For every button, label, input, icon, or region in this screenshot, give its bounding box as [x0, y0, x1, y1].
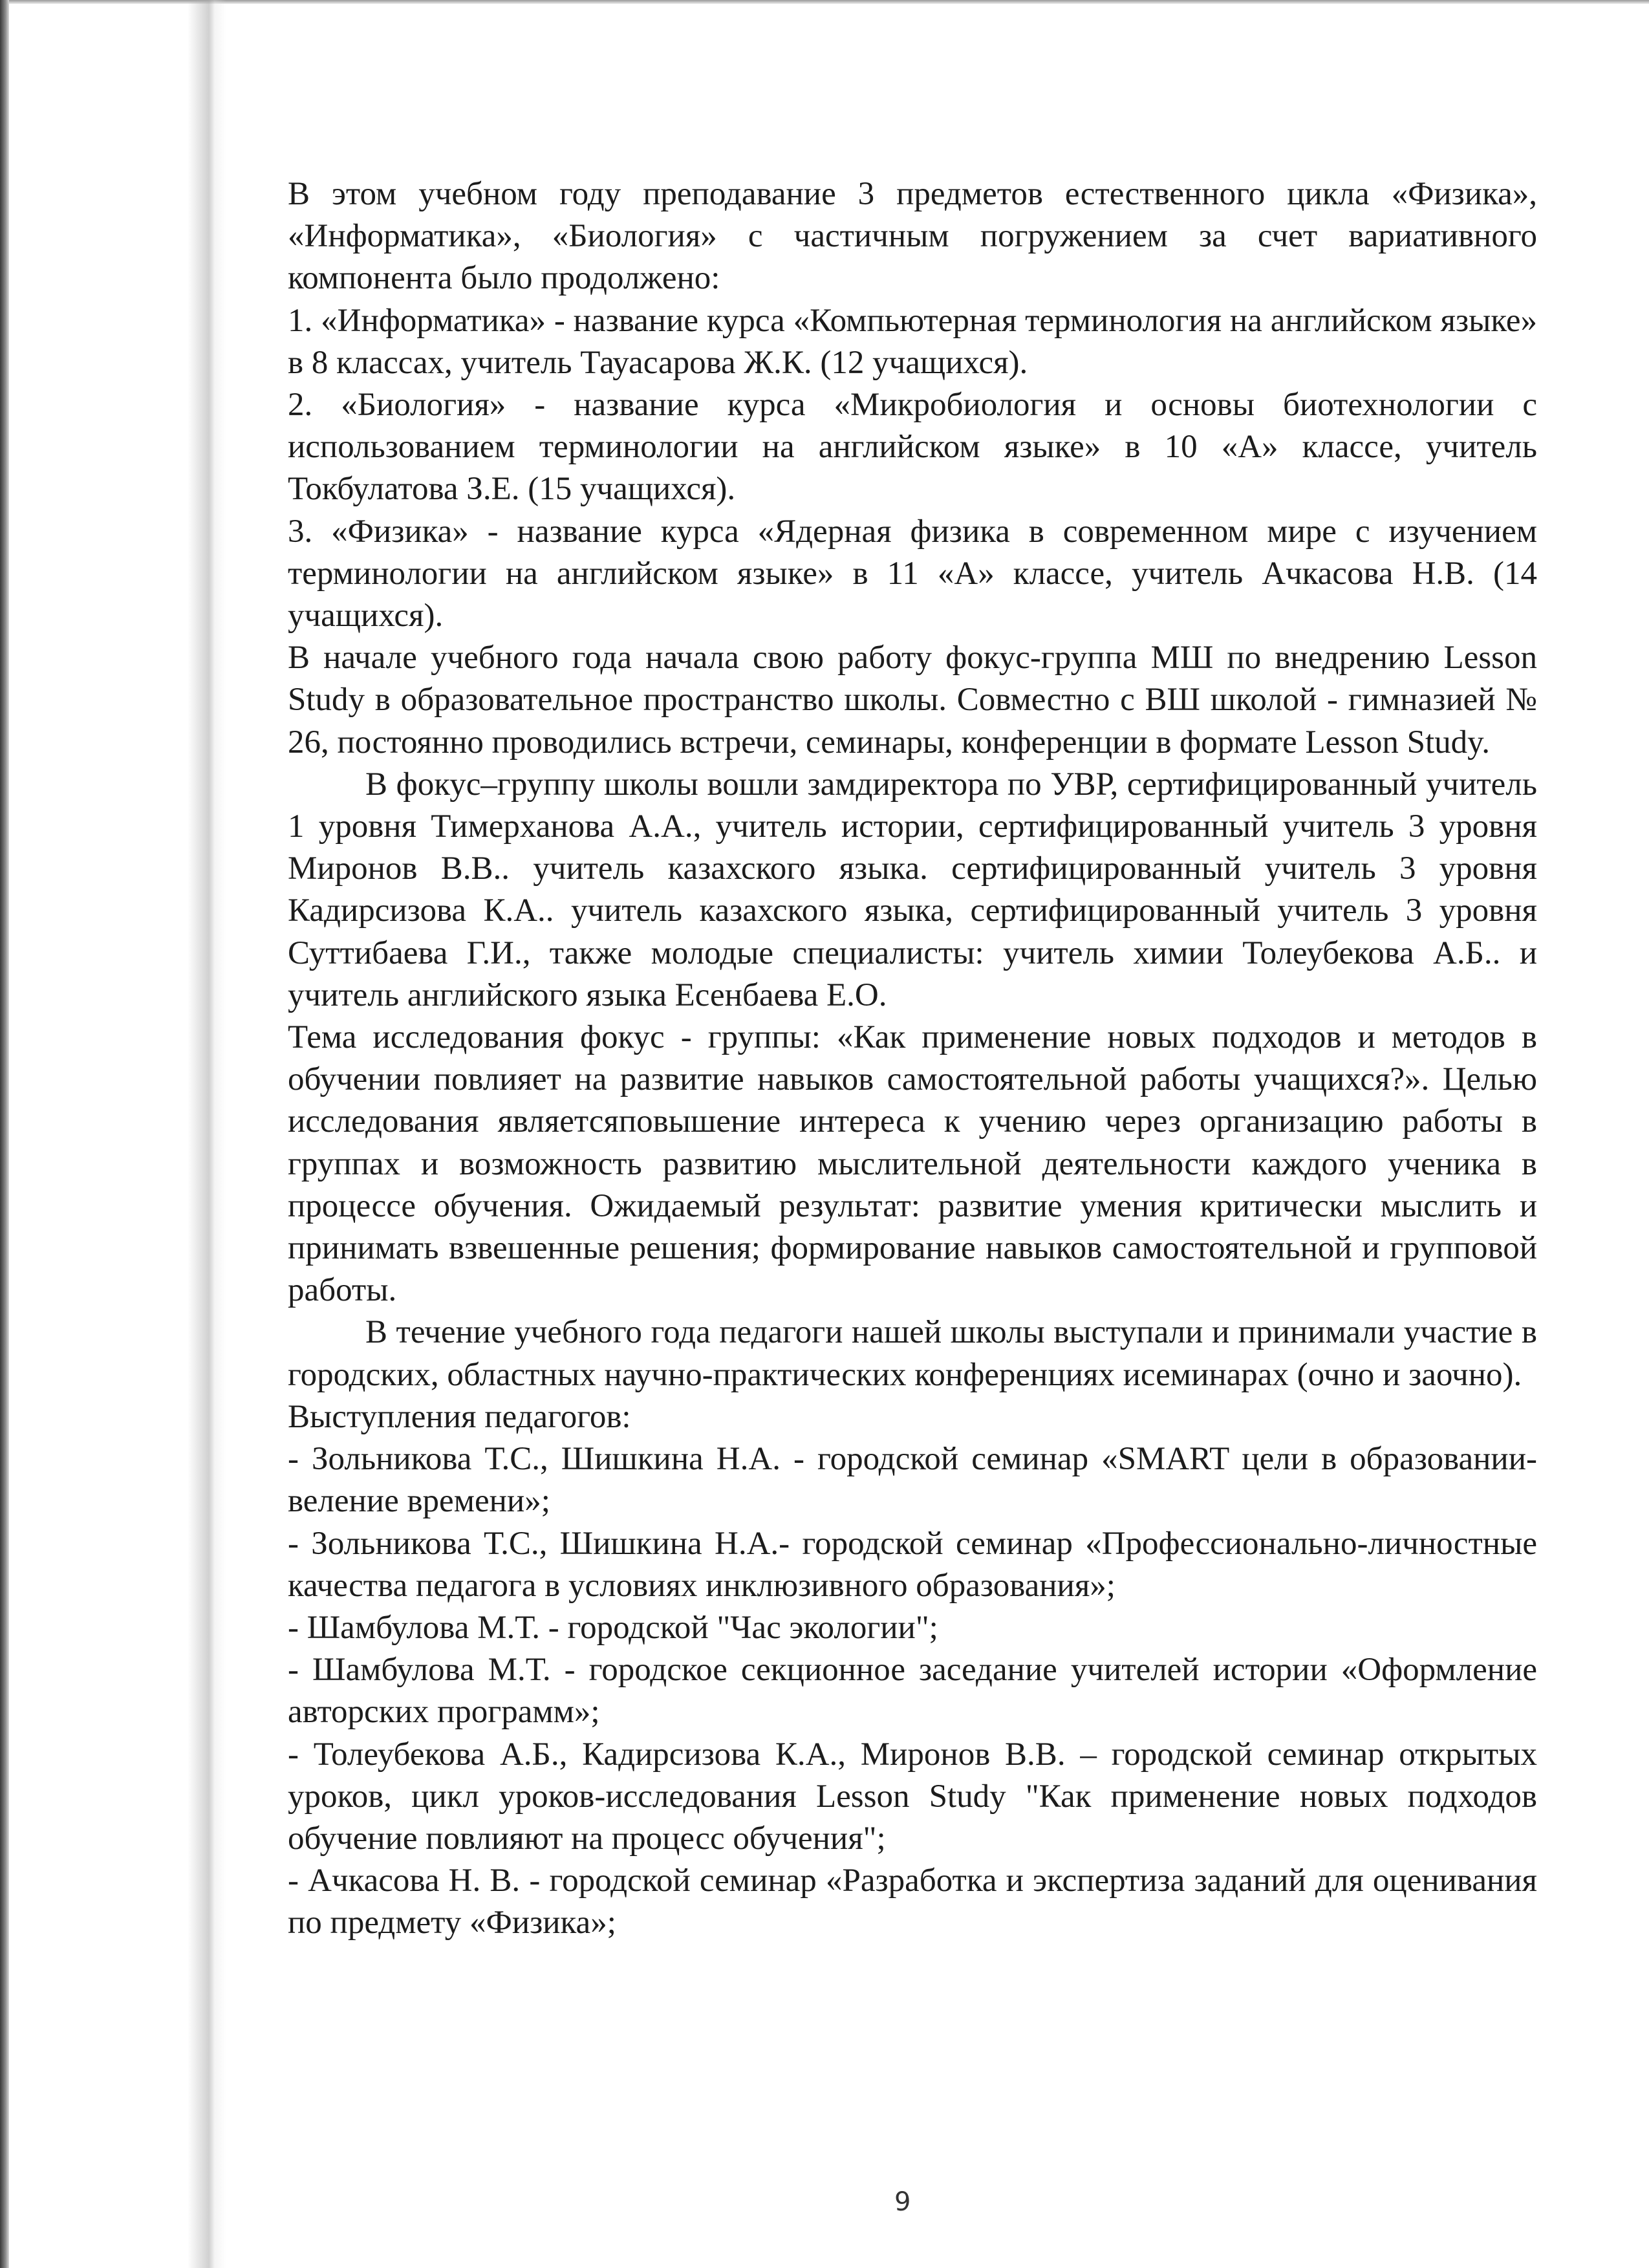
paragraph-conferences: В течение учебного года педагоги нашей школы выступали и принимали участие в городских, областных научно-практических конференциях исеминарах (очно и заочно). — [288, 1314, 1537, 1393]
paragraph-research-topic: Тема исследования фокус - группы: «Как применение новых подходов и методов в обучении повлияет на развитие навыков самостоятельной работы учащихся?». Целью исследования являетсяповышение интереса к учению через организацию работы в группах и возможность развитию мыслительной деятельности каждого ученика в процессе обучения. Ожидаемый результат: развитие умения критически мыслить и принимать взвешенные решения; формирование навыков самостоятельной и групповой работы. — [288, 1019, 1537, 1309]
paragraph-focus-group-start: В начале учебного года начала свою работу фокус-группа МШ по внедрению Lesson Study в образовательное пространство школы. Совместно с ВШ школой - гимназией № 26, постоянно проводились встречи, семинары, конференции в формате Lesson Study. — [288, 640, 1537, 761]
page-number: 9 — [894, 2187, 911, 2217]
speech-item: - Зольникова Т.С., Шишкина Н.А.- городской семинар «Профессионально-личностные качества педагога в условиях инклюзивного образования»; — [288, 1525, 1537, 1604]
speech-item: - Ачкасова Н. В. - городской семинар «Разработка и экспертиза заданий для оценивания по предмету «Физика»; — [288, 1863, 1537, 1941]
page-fold-shadow — [188, 0, 226, 2268]
paragraph-course-physics: 3. «Физика» - название курса «Ядерная физика в современном мире с изучением терминологии на английском языке» в 11 «А» классе, учитель Ачкасова Н.В. (14 учащихся). — [288, 513, 1537, 634]
scan-top-edge — [0, 0, 1649, 4]
scan-left-edge — [0, 0, 9, 2268]
speech-item: - Шамбулова М.Т. - городское секционное заседание учителей истории «Оформление авторских программ»; — [288, 1652, 1537, 1731]
document-body — [288, 173, 1537, 1945]
paragraph-course-biology: 2. «Биология» - название курса «Микробиология и основы биотехнологии с использованием терминологии на английском языке» в 10 «А» классе, учитель Токбулатова З.Е. (15 учащихся). — [288, 387, 1537, 508]
paragraph-course-informatics: 1. «Информатика» - название курса «Компьютерная терминология на английском языке» в 8 классах, учитель Тауасарова Ж.К. (12 учащихся). — [288, 302, 1537, 381]
paragraph-intro: В этом учебном году преподавание 3 предметов естественного цикла «Физика», «Информатика», «Биология» с частичным погружением за счет вариативного компонента было продолжено: — [288, 176, 1537, 297]
paragraph-focus-group-members: В фокус–группу школы вошли замдиректора по УВР, сертифицированный учитель 1 уровня Тимерханова А.А., учитель истории, сертифицированный учитель 3 уровня Миронов В.В.. учитель казахского языка. сертифицированный учитель 3 уровня Кадирсизова К.А.. учитель казахского языка, сертифицированный учитель 3 уровня Суттибаева Г.И., также молодые специалисты: учитель химии Толеубекова А.Б.. и учитель английского языка Есенбаева Е.О. — [288, 766, 1537, 1013]
speech-item: - Толеубекова А.Б., Кадирсизова К.А., Миронов В.В. – городской семинар открытых уроков, цикл уроков-исследования Lesson Study "Как применение новых подходов обучение повлияют на процесс обучения"; — [288, 1736, 1537, 1857]
speech-item: - Зольникова Т.С., Шишкина Н.А. - городской семинар «SMART цели в образовании- веление времени»; — [288, 1441, 1537, 1520]
speeches-heading: Выступления педагогов: — [288, 1398, 631, 1435]
speech-item: - Шамбулова М.Т. - городской "Час экологии"; — [288, 1609, 938, 1646]
